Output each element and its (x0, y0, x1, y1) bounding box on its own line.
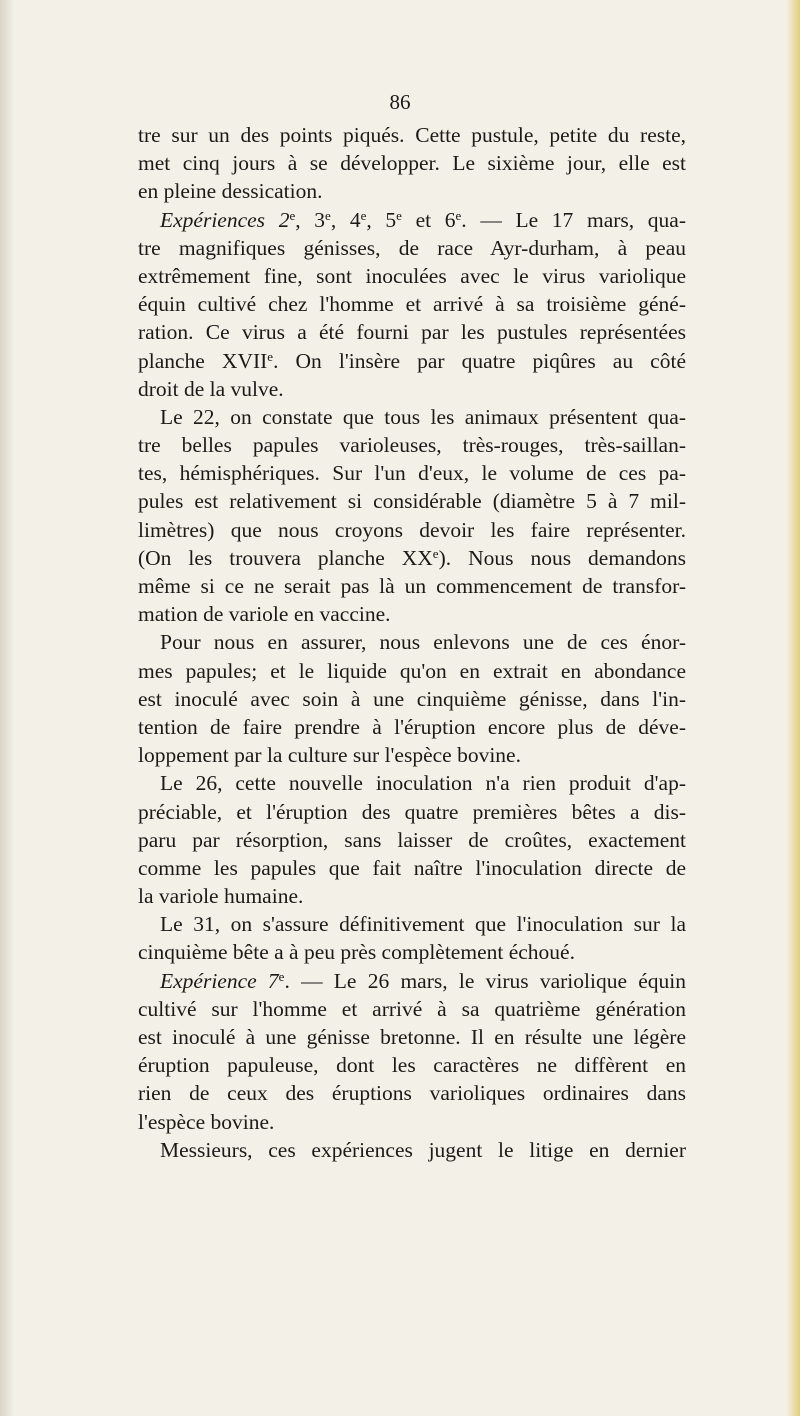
superscript: e (289, 207, 296, 223)
text-line (138, 741, 686, 769)
text-line (138, 487, 686, 515)
text-run: . — Le 26 mars, le virus variolique équin (284, 968, 686, 993)
text-run: Le 26, cette nouvelle inoculation n'a rien produit d'ap- (160, 771, 686, 796)
superscript: e (360, 207, 367, 223)
text-line (138, 403, 686, 431)
text-line (138, 234, 686, 262)
text-line (138, 121, 686, 149)
superscript: e (267, 348, 274, 364)
text-run: extrêmement fine, sont inoculées avec le virus variolique (138, 263, 686, 288)
text-run: rien de ceux des éruptions varioliques ordinaires dans (138, 1081, 686, 1106)
superscript: e (455, 207, 462, 223)
text-line (138, 459, 686, 487)
text-run: Pour nous en assurer, nous enlevons une de ces énor- (160, 630, 686, 655)
text-line (138, 685, 686, 713)
text-run: tre magnifiques génisses, de race Ayr-durham, à peau (138, 235, 686, 260)
text-line (138, 826, 686, 854)
text-line (138, 516, 686, 544)
text-run: , 3 (295, 207, 326, 232)
text-run: ). Nous nous demandons (438, 545, 686, 570)
text-line (138, 1023, 686, 1051)
text-line (138, 854, 686, 882)
text-run: l'espèce bovine. (138, 1109, 275, 1134)
text-run: comme les papules que fait naître l'inoculation directe de (138, 855, 686, 880)
text-line (138, 347, 686, 375)
text-run: la variole humaine. (138, 884, 304, 909)
text-line (138, 544, 686, 572)
text-run: éruption papuleuse, dont les caractères ne diffèrent en (138, 1053, 686, 1078)
text-line (138, 600, 686, 628)
body-text (138, 121, 686, 1164)
text-run: tre sur un des points piqués. Cette pustule, petite du reste, (138, 123, 686, 147)
text-run: mation de variole en vaccine. (138, 602, 391, 627)
text-run: tes, hémisphériques. Sur l'un d'eux, le volume de ces pa- (138, 461, 686, 486)
text-run: est inoculé avec soin à une cinquième génisse, dans l'in- (138, 686, 686, 711)
text-line (138, 572, 686, 600)
text-line (138, 713, 686, 741)
text-line (138, 798, 686, 826)
text-run: . On l'insère par quatre piqûres au côté (273, 348, 686, 373)
text-line (138, 149, 686, 177)
text-run: équin cultivé chez l'homme et arrivé à sa troisième géné- (138, 292, 686, 317)
text-line (138, 628, 686, 656)
text-run: Expériences 2 (160, 207, 290, 232)
text-run: . — Le 17 mars, qua- (461, 207, 686, 232)
text-run: tention de faire prendre à l'éruption encore plus de déve- (138, 714, 686, 739)
text-line (138, 1136, 686, 1164)
text-run: Le 22, on constate que tous les animaux présentent qua- (160, 404, 686, 429)
text-run: , 4 (330, 207, 361, 232)
text-run: , 5 (366, 207, 397, 232)
text-run: cinquième bête a à peu près complètement échoué. (138, 940, 575, 965)
page-left-shadow (0, 0, 14, 1416)
text-run: et 6 (401, 207, 456, 232)
text-line (138, 882, 686, 910)
text-line (138, 938, 686, 966)
text-run: Messieurs, ces expériences jugent le litige en dernier (160, 1137, 686, 1162)
text-run: pules est relativement si considérable (diamètre 5 à 7 mil- (138, 489, 686, 514)
text-run: mes papules; et le liquide qu'on en extrait en abondance (138, 658, 686, 683)
superscript: e (432, 545, 439, 561)
text-line (138, 1079, 686, 1107)
text-line (138, 910, 686, 938)
text-run: est inoculé à une génisse bretonne. Il en résulte une légère (138, 1025, 686, 1049)
text-line (138, 769, 686, 797)
text-line (138, 290, 686, 318)
page-number: 86 (389, 90, 411, 114)
text-run: Expérience 7 (160, 968, 279, 993)
text-run: met cinq jours à se développer. Le sixième jour, elle est (138, 151, 686, 176)
text-run: Le 31, on s'assure définitivement que l'inoculation sur la (160, 912, 686, 937)
text-run: planche XVII (138, 348, 268, 373)
text-line (138, 967, 686, 995)
text-run: en pleine dessication. (138, 179, 323, 204)
text-line (138, 375, 686, 403)
text-run: cultivé sur l'homme et arrivé à sa quatrième génération (138, 996, 686, 1021)
text-line (138, 995, 686, 1023)
text-line (138, 318, 686, 346)
text-run: paru par résorption, sans laisser de croûtes, exactement (138, 827, 686, 852)
superscript: e (278, 968, 285, 984)
text-line (138, 1108, 686, 1136)
text-run: (On les trouvera planche XX (138, 545, 433, 570)
text-run: tre belles papules varioleuses, très-rouges, très-saillan- (138, 433, 686, 458)
text-run: préciable, et l'éruption des quatre premières bêtes a dis- (138, 799, 686, 824)
text-line (138, 177, 686, 205)
text-run: même si ce ne serait pas là un commencement de transfor- (138, 574, 686, 598)
text-run: droit de la vulve. (138, 376, 284, 401)
text-run: limètres) que nous croyons devoir les faire représenter. (138, 517, 686, 542)
page-right-edge (786, 0, 800, 1416)
superscript: e (396, 207, 402, 223)
text-run: loppement par la culture sur l'espèce bovine. (138, 743, 521, 768)
text-line (138, 1051, 686, 1079)
text-line (138, 431, 686, 459)
superscript: e (325, 207, 331, 223)
text-line (138, 206, 686, 234)
text-run: ration. Ce virus a été fourni par les pustules représentées (138, 320, 686, 345)
text-line (138, 262, 686, 290)
text-line (138, 657, 686, 685)
